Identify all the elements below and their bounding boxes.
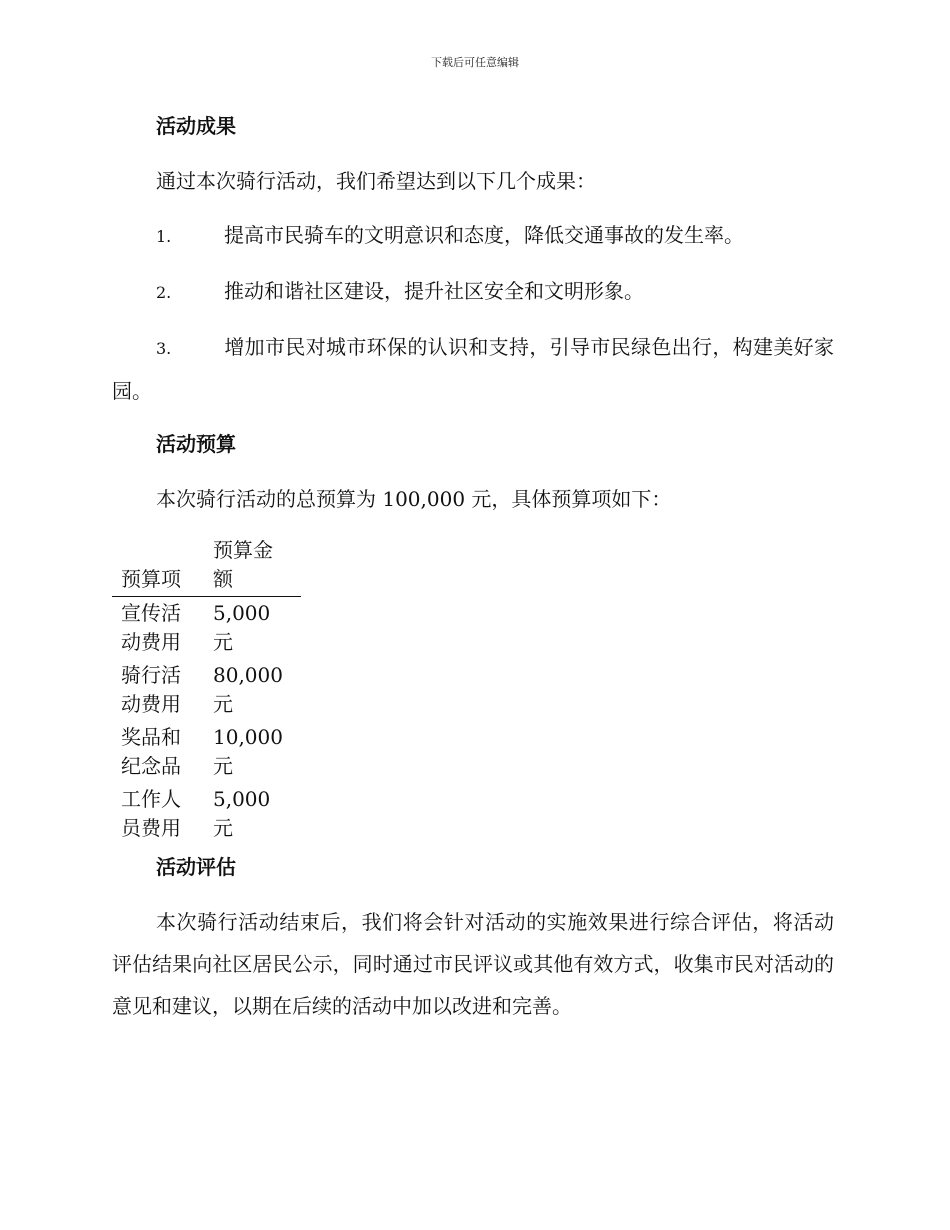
list-item [112,214,834,258]
budget-item-cell: 宣传活动费用 [121,601,181,654]
list-item-text: 提高市民骑车的文明意识和态度，降低交通事故的发生率。 [224,223,744,247]
header-note: 下载后可任意编辑 [431,56,519,69]
list-item-text: 推动和谐社区建设，提升社区安全和文明形象。 [224,279,644,303]
list-item-number: 3. [156,339,172,358]
section-heading-budget: 活动预算 [156,432,236,456]
section-heading-results: 活动成果 [156,114,236,138]
budget-item-cell: 工作人员费用 [121,787,181,840]
budget-amount-cell: 80,000 元 [213,663,283,716]
table-row [112,783,301,845]
budget-item-cell: 骑行活动费用 [121,663,181,716]
list-item-number: 2. [156,283,172,302]
budget-table [112,536,301,845]
budget-table-header-row [112,536,301,597]
budget-amount-cell: 5,000 元 [213,601,271,654]
list-item-text: 增加市民对城市环保的认识和支持，引导市民绿色出行，构建美好家园。 [112,335,834,403]
budget-amount-cell: 5,000 元 [213,787,271,840]
table-row [112,659,301,721]
section-heading-evaluation: 活动评估 [156,855,236,879]
table-row [112,721,301,783]
budget-item-cell: 奖品和纪念品 [121,725,181,778]
evaluation-text: 本次骑行活动结束后，我们将会针对活动的实施效果进行综合评估，将活动评估结果向社区居民公示，同时通过市民评议或其他有效方式，收集市民对活动的意见和建议，以期在后续的活动中加以改进和完善。 [112,910,834,1018]
list-item [112,270,834,314]
list-item-number: 1. [156,227,172,246]
column-header-amount: 预算金额 [204,536,301,597]
column-header-item: 预算项 [112,536,204,597]
results-intro: 通过本次骑行活动，我们希望达到以下几个成果： [156,169,596,193]
budget-intro: 本次骑行活动的总预算为 100,000 元，具体预算项如下： [156,487,672,511]
table-row [112,597,301,660]
list-item [112,326,834,412]
budget-amount-cell: 10,000 元 [213,725,283,778]
document-body [112,110,834,1027]
